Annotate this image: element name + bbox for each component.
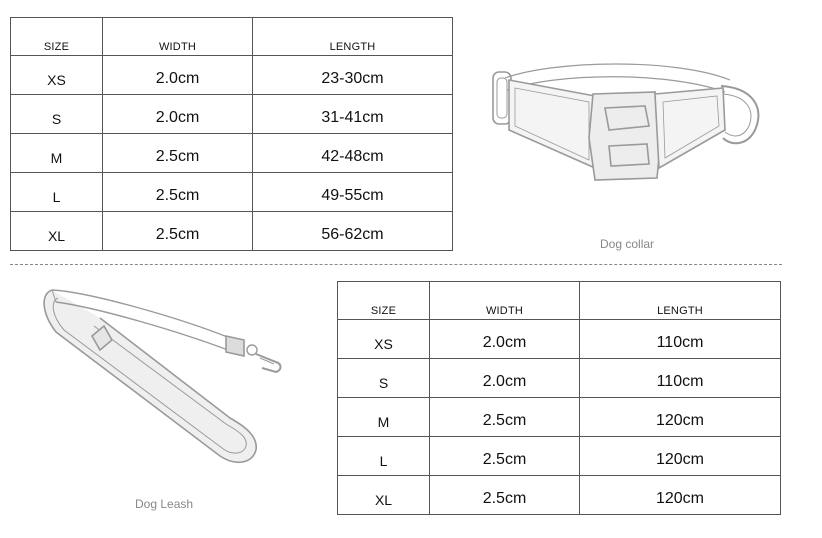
collar-row-xl — [11, 212, 453, 251]
leash-width-cell: 2.5cm — [430, 398, 580, 437]
leash-row-m — [338, 398, 781, 437]
leash-length-cell: 110cm — [580, 320, 781, 359]
collar-length-cell: 31-41cm — [253, 95, 453, 134]
collar-size-cell: S — [11, 95, 103, 134]
collar-width-cell: 2.0cm — [103, 56, 253, 95]
leash-size-table — [337, 281, 781, 515]
leash-size-cell: L — [338, 437, 430, 476]
leash-header-size: SIZE — [338, 282, 430, 320]
collar-width-cell: 2.0cm — [103, 95, 253, 134]
collar-header-length: LENGTH — [253, 18, 453, 56]
collar-size-cell: XL — [11, 212, 103, 251]
collar-size-table — [10, 17, 453, 251]
leash-table-header — [338, 282, 781, 320]
collar-width-cell: 2.5cm — [103, 212, 253, 251]
collar-size-cell: L — [11, 173, 103, 212]
collar-header-width: WIDTH — [103, 18, 253, 56]
leash-row-s — [338, 359, 781, 398]
section-divider — [10, 264, 782, 265]
collar-caption: Dog collar — [600, 237, 655, 251]
dog-collar-icon — [485, 50, 770, 210]
collar-row-xs — [11, 56, 453, 95]
leash-width-cell: 2.0cm — [430, 320, 580, 359]
leash-size-cell: S — [338, 359, 430, 398]
collar-length-cell: 56-62cm — [253, 212, 453, 251]
leash-header-width: WIDTH — [430, 282, 580, 320]
leash-length-cell: 120cm — [580, 398, 781, 437]
leash-row-xs — [338, 320, 781, 359]
collar-header-size: SIZE — [11, 18, 103, 56]
collar-table-header — [11, 18, 453, 56]
leash-length-cell: 120cm — [580, 437, 781, 476]
leash-width-cell: 2.0cm — [430, 359, 580, 398]
leash-size-cell: XL — [338, 476, 430, 515]
collar-width-cell: 2.5cm — [103, 173, 253, 212]
dog-leash-icon — [30, 278, 290, 478]
collar-size-cell: XS — [11, 56, 103, 95]
leash-length-cell: 110cm — [580, 359, 781, 398]
leash-row-l — [338, 437, 781, 476]
collar-length-cell: 42-48cm — [253, 134, 453, 173]
leash-width-cell: 2.5cm — [430, 437, 580, 476]
collar-row-m — [11, 134, 453, 173]
leash-width-cell: 2.5cm — [430, 476, 580, 515]
collar-length-cell: 23-30cm — [253, 56, 453, 95]
leash-size-cell: M — [338, 398, 430, 437]
collar-width-cell: 2.5cm — [103, 134, 253, 173]
leash-header-length: LENGTH — [580, 282, 781, 320]
leash-row-xl — [338, 476, 781, 515]
collar-length-cell: 49-55cm — [253, 173, 453, 212]
leash-length-cell: 120cm — [580, 476, 781, 515]
leash-caption: Dog Leash — [135, 497, 194, 511]
collar-row-s — [11, 95, 453, 134]
leash-size-cell: XS — [338, 320, 430, 359]
collar-size-cell: M — [11, 134, 103, 173]
collar-row-l — [11, 173, 453, 212]
